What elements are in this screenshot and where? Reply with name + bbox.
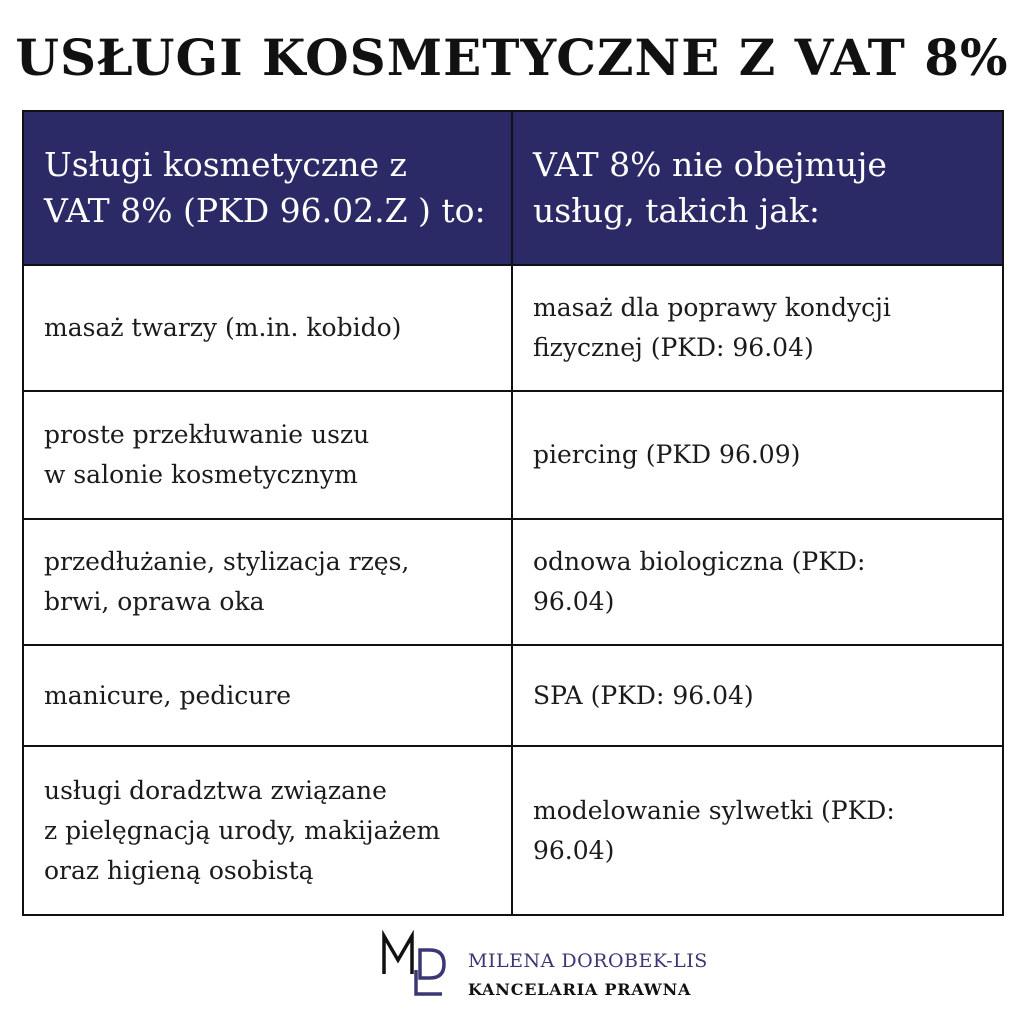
header-cell-included — [23, 111, 512, 265]
header-text-included: Usługi kosmetyczne z VAT 8% (PKD 96.02.Z ) to: — [44, 145, 486, 230]
table-cell-included — [23, 645, 512, 746]
cell-text: proste przekłuwanie uszu w salonie kosmetycznym — [44, 420, 370, 489]
table-row — [23, 391, 1003, 519]
cell-text: przedłużanie, stylizacja rzęs, brwi, oprawa oka — [44, 547, 410, 616]
cell-text: masaż twarzy (m.in. kobido) — [44, 313, 402, 342]
md-monogram-icon — [380, 930, 452, 998]
cell-text: usługi doradztwa związane z pielęgnacją urody, makijażem oraz higieną osobistą — [44, 775, 441, 885]
table-cell-excluded — [512, 519, 1003, 645]
table-row — [23, 746, 1003, 915]
table-row — [23, 645, 1003, 746]
brand-subtitle: KANCELARIA PRAWNA — [468, 980, 692, 999]
table-cell-excluded — [512, 746, 1003, 915]
table-cell-excluded — [512, 391, 1003, 519]
page-title: USŁUGI KOSMETYCZNE Z VAT 8% — [15, 28, 1009, 87]
table-row — [23, 265, 1003, 391]
vat-services-table — [22, 110, 1004, 916]
header-cell-excluded — [512, 111, 1003, 265]
table-cell-included — [23, 519, 512, 645]
table-cell-excluded — [512, 645, 1003, 746]
cell-text: odnowa biologiczna (PKD: 96.04) — [533, 547, 866, 616]
brand-name: MILENA DOROBEK-LIS — [468, 950, 708, 972]
table-cell-included — [23, 746, 512, 915]
table-header-row — [23, 111, 1003, 265]
cell-text: SPA (PKD: 96.04) — [533, 680, 754, 710]
cell-text: piercing (PKD 96.09) — [533, 440, 801, 469]
brand-logo — [380, 930, 720, 1000]
table-cell-excluded — [512, 265, 1003, 391]
cell-text: modelowanie sylwetki (PKD: 96.04) — [533, 795, 895, 865]
table-row — [23, 519, 1003, 645]
cell-text: manicure, pedicure — [44, 680, 292, 710]
table-cell-included — [23, 391, 512, 519]
table-cell-included — [23, 265, 512, 391]
header-text-excluded: VAT 8% nie obejmuje usług, takich jak: — [533, 145, 887, 230]
cell-text: masaż dla poprawy kondycji fizycznej (PKD: 96.04) — [533, 293, 891, 362]
